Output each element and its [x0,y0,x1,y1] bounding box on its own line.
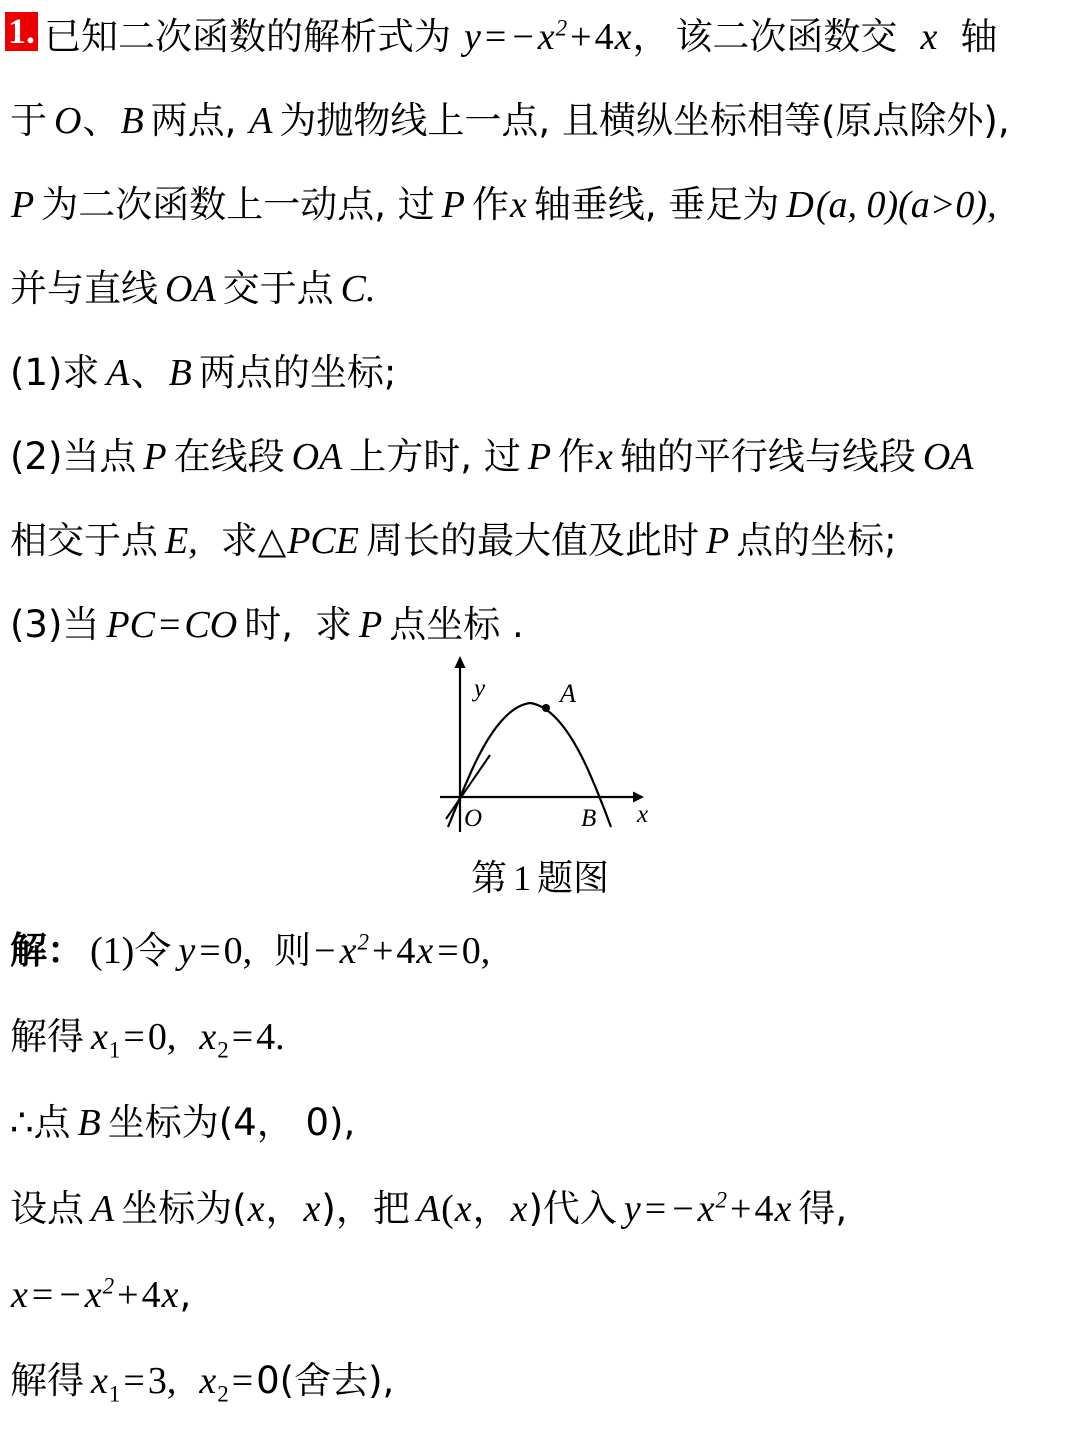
sol2-sub-1: 1 [108,1037,121,1063]
sol6-sub-2: 2 [217,1381,229,1407]
var-y: y [464,16,481,58]
sol-zero-1: 0, [223,930,253,972]
sol-var-x-2: x [416,930,434,972]
point-C: C. [340,268,376,310]
stem3-text-2: 作 [471,183,509,226]
problem-part-2-line-2 [10,518,1072,564]
part2b-text-3: 周长的最大值及此时 [365,519,699,562]
coefficient-4: 4 [594,16,614,58]
part1-enum-comma: 、 [130,351,168,394]
y-axis-arrowhead [455,656,466,668]
sol2-equals-2: = [231,1016,254,1058]
sol-minus: − [314,930,336,972]
sol4-comma-1: ， [265,1187,303,1230]
sol-equals-2: = [437,930,459,972]
sol3-text: 坐标为(4， 0), [107,1101,356,1144]
point-P: P [11,184,35,226]
sol5-x-1: x [11,1274,28,1316]
solution-line-6 [10,1358,1072,1407]
plus-sign: + [570,16,592,58]
point-O: O [54,100,82,142]
problem-stem-line-2 [10,98,1072,144]
sol4-x-1: x [247,1188,265,1230]
point-label-A: A [560,679,576,708]
sol4-point-A: A [91,1188,115,1230]
sol5-coef-4: 4 [141,1274,161,1316]
sol-var-y: y [178,930,196,972]
sol4-text-3: )，把 [321,1187,410,1230]
question-number-badge: 1. [5,12,38,51]
solution-ling: 令 [134,929,172,972]
caption-suffix: 题图 [537,858,610,899]
sol4-x-2: x [303,1188,321,1230]
part2b-text-1: 相交于点 [10,519,158,562]
equals-sign: = [484,16,507,58]
caption-prefix: 第 [470,858,507,899]
stem2-text-3: 为抛物线上一点, 且横纵坐标相等(原点除外), [279,99,1010,142]
solution-line-5 [10,1272,1072,1318]
sol4-exponent-2: 2 [715,1187,728,1213]
problem-part-1 [10,350,1072,396]
sol2-x1: x [91,1016,108,1058]
part3-label: (3)当 [10,603,100,646]
part2b-point-E: E, [165,520,198,562]
part2-text-3: 作 [558,435,596,478]
sol2-value-2: 4. [256,1016,285,1058]
solution-line-1 [10,928,1072,974]
point-D: D [786,184,814,226]
point-P-2: P [441,184,465,226]
point-A-marker [542,704,550,712]
sol-plus: + [371,930,394,972]
part2-var-x: x [596,436,613,478]
sol5-plus: + [117,1274,139,1316]
therefore-symbol: ∴点 [10,1101,71,1144]
caption-number: 1 [513,858,531,898]
sol3-point-B: B [77,1102,101,1144]
part3-equals: = [158,604,181,646]
part1-label: (1)求 [10,351,100,394]
sol-coef-4: 4 [396,930,416,972]
solution-line-2 [10,1014,1072,1063]
stem2-text-1: 于 [10,99,47,142]
stem-text-1: 已知二次函数的解析式为 [44,15,451,58]
problem-stem-line-1 [44,14,1072,60]
stem4-text-1: 并与直线 [10,267,158,310]
sol5-comma: , [179,1273,192,1316]
sol4-minus: − [672,1188,694,1230]
stem-text-2: 该二次函数交 [675,15,898,58]
point-A: A [249,100,273,142]
sol4-text-1: 设点 [10,1187,84,1230]
part2-text-1: 在线段 [173,435,285,478]
y-axis-label: y [474,675,486,702]
sol2-x2: x [199,1016,217,1058]
part2b-text-2: 求△ [220,519,287,562]
part1-point-B: B [168,352,192,394]
part1-point-A: A [106,352,130,394]
sol5-equals: = [31,1274,54,1316]
sol-ze: 则 [274,929,312,972]
stem4-text-2: 交于点 [222,267,334,310]
point-label-B: B [581,805,597,832]
solution-part-1-label: (1) [90,930,135,972]
part2-segment-OA: OA [291,436,343,478]
sol4-plus: + [730,1188,752,1230]
x-axis-label: x [637,801,649,828]
sol4-comma-2: ， [472,1187,510,1230]
sol5-minus: − [59,1274,81,1316]
part2-point-P-2: P [527,436,552,478]
sol6-value-2: 0(舍去), [256,1359,395,1402]
enumeration-comma: 、 [82,99,120,142]
var-x-2: x [614,16,632,58]
stem-text-3: 轴 [960,15,998,58]
sol4-open-paren: ( [441,1188,454,1230]
part3-point-P: P [358,604,383,646]
segment-OA: OA [165,268,216,310]
sol6-x1: x [91,1360,108,1402]
sol6-equals-2: = [231,1360,254,1402]
stem2-text-2: 两点, [150,99,249,142]
sol4-x-6: x [774,1188,792,1230]
sol4-x-5: x [697,1188,715,1230]
sol4-equals: = [644,1188,667,1230]
part3-text-1: 时, [244,603,293,646]
sol4-coef-4: 4 [754,1188,774,1230]
var-x: x [537,16,555,58]
part2-text-4: 轴的平行线与线段 [619,435,916,478]
stem3-text-3: 轴垂线, 垂足为 [533,183,780,226]
sol-equals-1: = [199,930,221,972]
part2-text-2: 上方时, 过 [349,435,521,478]
var-x-axis: x [920,16,938,58]
sol6-equals-1: = [123,1360,145,1402]
sol6-value-1: 3, [147,1360,177,1402]
sol4-x-4: x [510,1188,528,1230]
part3-text-2: 求 [314,603,352,646]
problem-part-3 [10,602,1072,648]
sol-exponent-2: 2 [357,929,369,955]
minus-sign: − [512,16,534,58]
solution-prefix: 解： [10,929,84,972]
sol2-jiede: 解得 [10,1015,84,1058]
sol4-de: 得, [798,1187,848,1230]
sol-zero-2: 0, [461,930,491,972]
part1-text: 两点的坐标; [198,351,397,394]
part2-point-P: P [143,436,167,478]
sol4-text-5: )代入 [528,1187,617,1230]
segment-PC: PC [106,604,155,646]
segment-CO: CO [184,604,238,646]
part2b-text-4: 点的坐标; [736,519,897,562]
sol6-jiede: 解得 [10,1359,84,1402]
sol-var-x: x [339,930,357,972]
figure-caption [0,855,1080,902]
origin-label-O: O [464,805,483,832]
problem-part-2-line-1 [10,434,1072,480]
sol2-value-1: 0, [147,1016,177,1058]
problem-stem-line-3 [10,182,1072,228]
stem3-text-1: 为二次函数上一动点, 过 [41,183,435,226]
part3-text-3: 点坐标 . [389,603,524,646]
solution-line-4 [10,1186,1072,1232]
sol4-var-y: y [623,1188,641,1230]
sol2-equals-1: = [123,1016,145,1058]
triangle-PCE: PCE [287,520,359,562]
part2b-point-P: P [705,520,730,562]
sol4-point-A-2: A [416,1188,441,1230]
coordinate-plane-svg [430,650,660,840]
sol4-x-3: x [454,1188,472,1230]
sol6-x2: x [199,1360,217,1402]
var-x-3: x [509,184,527,226]
part2-label: (2)当点 [10,435,137,478]
sol2-sub-2: 2 [217,1037,229,1063]
parabola-figure [430,650,660,840]
point-B: B [120,100,144,142]
exponent-2: 2 [555,15,568,41]
comma-1: ， [632,15,670,58]
problem-stem-line-4 [10,266,1072,312]
part2-segment-OA-2: OA [922,436,974,478]
sol5-x-2: x [84,1274,102,1316]
sol5-exponent-2: 2 [102,1273,115,1299]
sol4-text-2: 坐标为( [121,1187,247,1230]
solution-line-3 [10,1100,1072,1146]
sol5-x-3: x [161,1274,179,1316]
point-D-coordinates: (a, 0)(a>0), [815,184,997,226]
sol6-sub-1: 1 [108,1381,121,1407]
